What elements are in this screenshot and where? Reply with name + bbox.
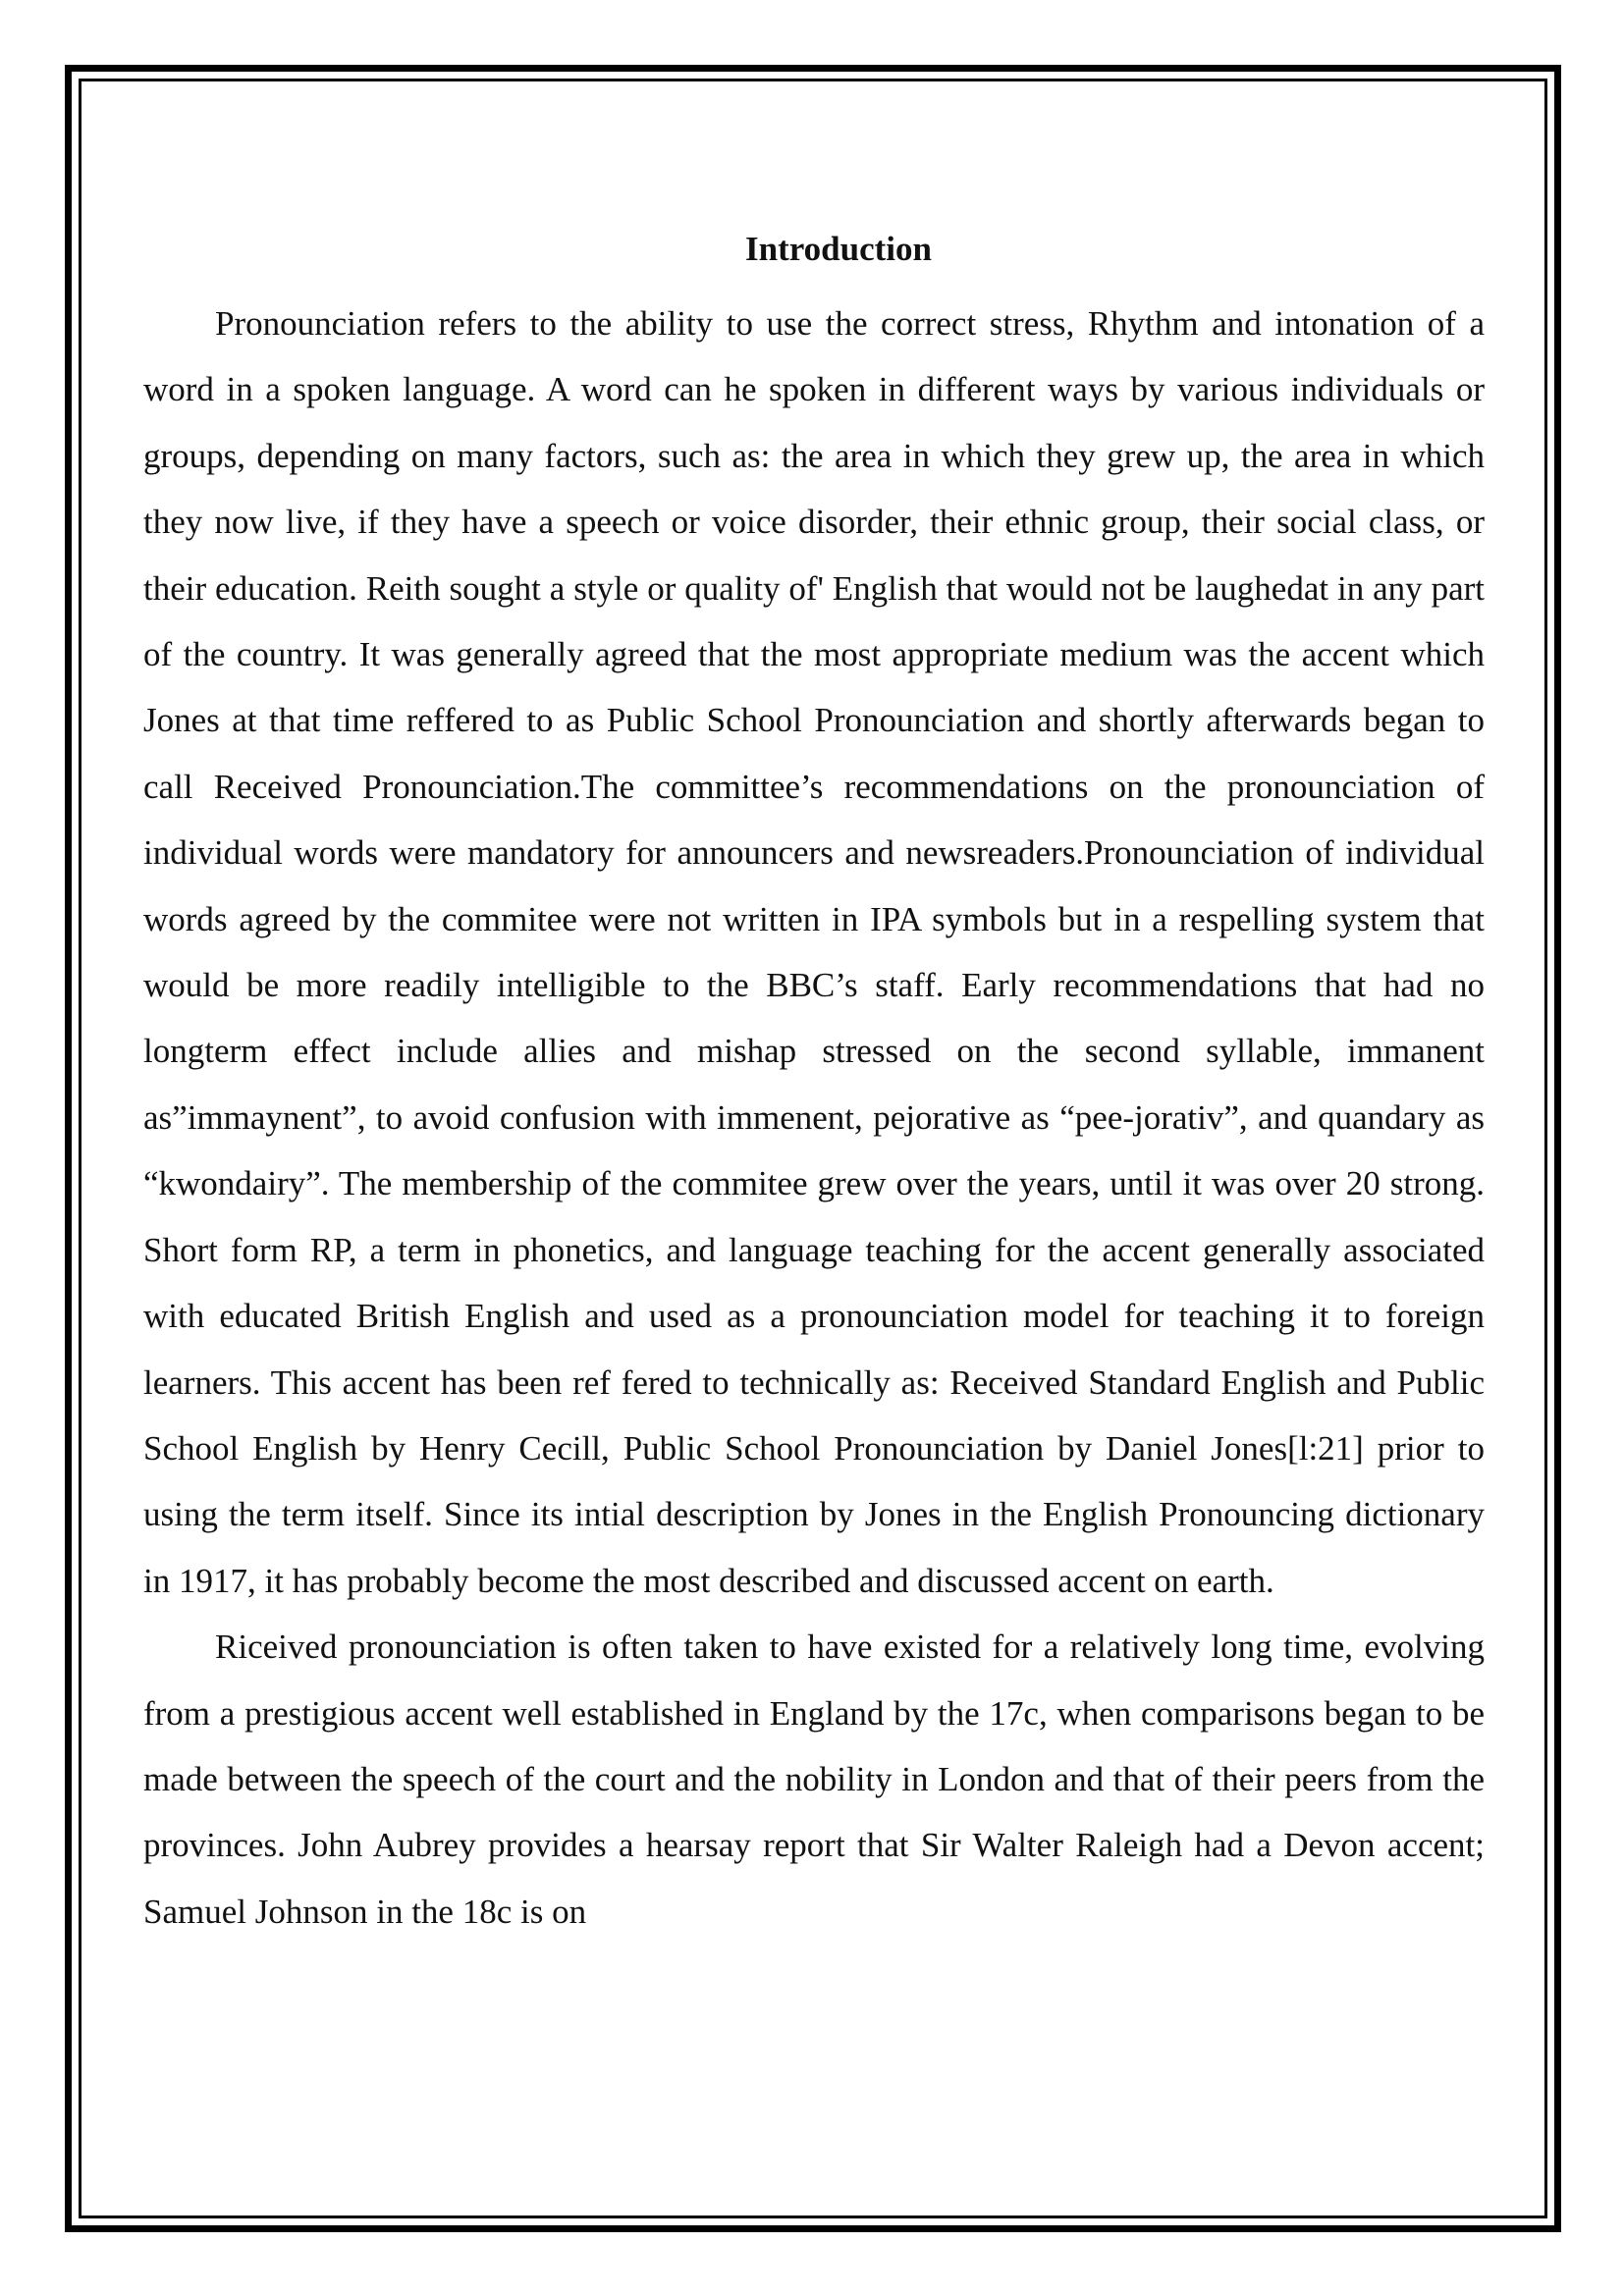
page-title: Introduction: [745, 230, 932, 268]
paragraph-2: Riceived pronounciation is often taken to have existed for a relatively long time, evolving from a prestigious accent well established in England by the 17c, when comparisons began to be made between the speech of the court and the nobility in London and that of their peers from the provinces. John Aubrey provides a hearsay report that Sir Walter Raleigh had a Devon accent; Samuel Johnson in the 18c is on: [143, 1628, 1485, 1931]
document-body: [143, 224, 1485, 1945]
paragraph-1: Pronounciation refers to the ability to use the correct stress, Rhythm and intonation of a word in a spoken language. A word can he spoken in different ways by various individuals or groups, depending on many factors, such as: the area in which they grew up, the area in which they now live, if they have a speech or voice disorder, their ethnic group, their social class, or their education. Reith sought a style or quality of' English that would not be laughedat in any part of the country. It was generally agreed that the most appropriate medium was the accent which Jones at that time reffered to as Public School Pronounciation and shortly afterwards began to call Received Pronounciation.The committee’s recommendations on the pronounciation of individual words were mandatory for announcers and newsreaders.Pronounciation of individual words agreed by the commitee were not written in IPA symbols but in a respelling system that would be more readily intelligible to the BBC’s staff. Early recommendations that had no longterm effect include allies and mishap stressed on the second syllable, immanent as”immaynent”, to avoid confusion with immenent, pejorative as “pee-jorativ”, and quandary as “kwondairy”. The membership of the commitee grew over the years, until it was over 20 strong. Short form RP, a term in phonetics, and language teaching for the accent generally associated with educated British English and used as a pronounciation model for teaching it to foreign learners. This accent has been ref fered to technically as: Received Standard English and Public School English by Henry Cecill, Public School Pronounciation by Daniel Jones[l:21] prior to using the term itself. Since its intial description by Jones in the English Pronouncing dictionary in 1917, it has probably become the most described and discussed accent on earth.: [143, 304, 1485, 1600]
